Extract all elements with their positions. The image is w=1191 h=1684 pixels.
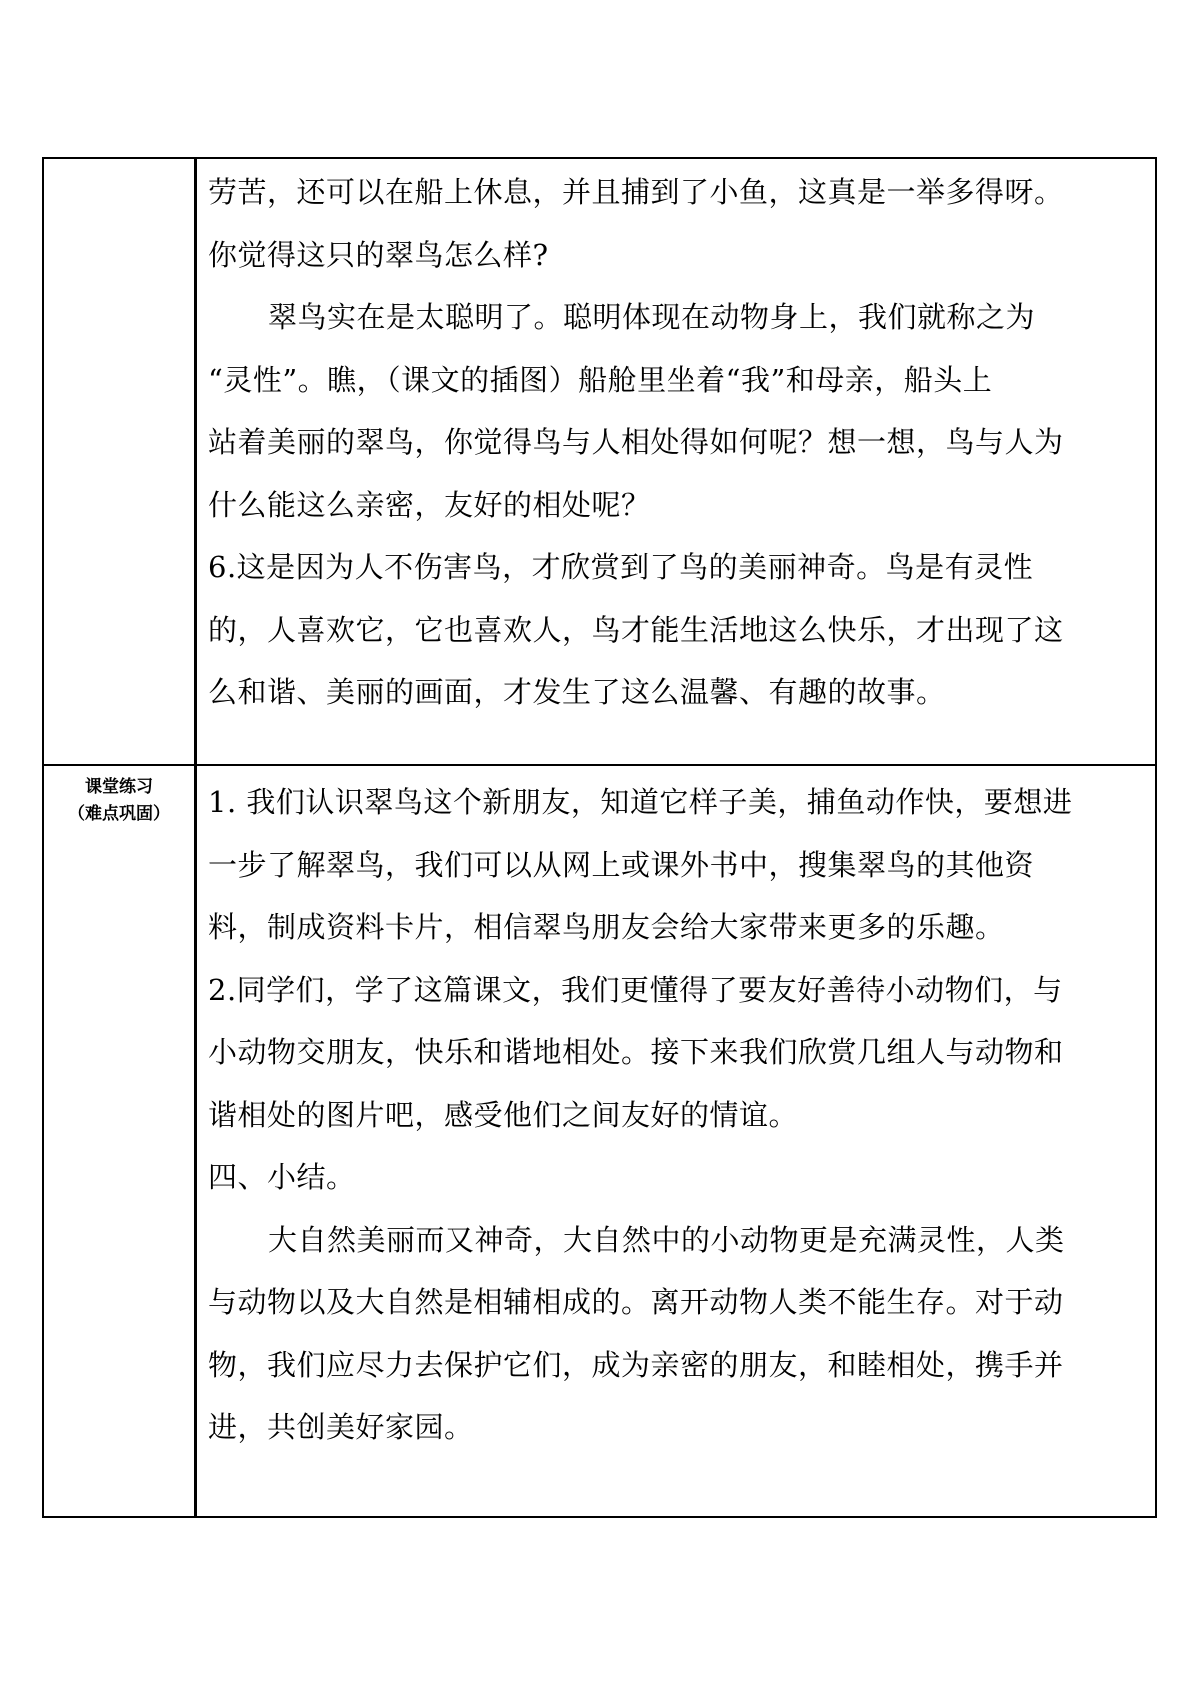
lesson-table: [42, 157, 1157, 1518]
text-line: 什么能这么亲密，友好的相处呢？: [208, 487, 651, 522]
column-divider: [194, 159, 197, 1516]
text-line: 一步了解翠鸟，我们可以从网上或课外书中，搜集翠鸟的其他资: [208, 847, 1035, 882]
text-line: 你觉得这只的翠鸟怎么样?: [208, 237, 549, 272]
text-line: 进，共创美好家园。: [208, 1410, 474, 1444]
row1-content: [208, 161, 1148, 724]
text-line: 1. 我们认识翠鸟这个新朋友，知道它样子美，捕鱼动作快，要想进: [208, 785, 1073, 819]
row2-content: [208, 771, 1148, 1459]
text-line: 6.这是因为人不伤害鸟，才欣赏到了鸟的美丽神奇。鸟是有灵性: [208, 550, 1034, 584]
text-line: 谐相处的图片吧，感受他们之间友好的情谊。: [208, 1097, 799, 1132]
text-line: “灵性”。瞧，（课文的插图）船舱里坐着“我”和母亲，船头上: [208, 362, 993, 397]
text-line: 料，制成资料卡片，相信翠鸟朋友会给大家带来更多的乐趣。: [208, 910, 1005, 944]
section-heading: 四、小结。: [208, 1160, 356, 1194]
row2-label: [44, 774, 194, 828]
text-line: 物，我们应尽力去保护它们，成为亲密的朋友，和睦相处，携手并: [208, 1347, 1064, 1382]
row2-label-line1: 课堂练习: [85, 777, 153, 797]
text-line: 与动物以及大自然是相辅相成的。离开动物人类不能生存。对于动: [208, 1285, 1064, 1319]
row-divider: [44, 764, 1155, 766]
text-line: 大自然美丽而又神奇，大自然中的小动物更是充满灵性，人类: [268, 1222, 1065, 1257]
text-line: 的，人喜欢它，它也喜欢人，鸟才能生活地这么快乐，才出现了这: [208, 612, 1064, 647]
row2-label-line2: （难点巩固）: [68, 804, 170, 824]
text-line: 2.同学们，学了这篇课文，我们更懂得了要友好善待小动物们，与: [208, 972, 1063, 1007]
text-line: 翠鸟实在是太聪明了。聪明体现在动物身上，我们就称之为: [268, 300, 1036, 334]
text-line: 么和谐、美丽的画面，才发生了这么温馨、有趣的故事。: [208, 675, 946, 709]
text-line: 站着美丽的翠鸟，你觉得鸟与人相处得如何呢？想一想，鸟与人为: [208, 425, 1064, 459]
text-line: 小动物交朋友，快乐和谐地相处。接下来我们欣赏几组人与动物和: [208, 1035, 1064, 1069]
text-line: 劳苦，还可以在船上休息，并且捕到了小鱼，这真是一举多得呀。: [208, 175, 1064, 209]
